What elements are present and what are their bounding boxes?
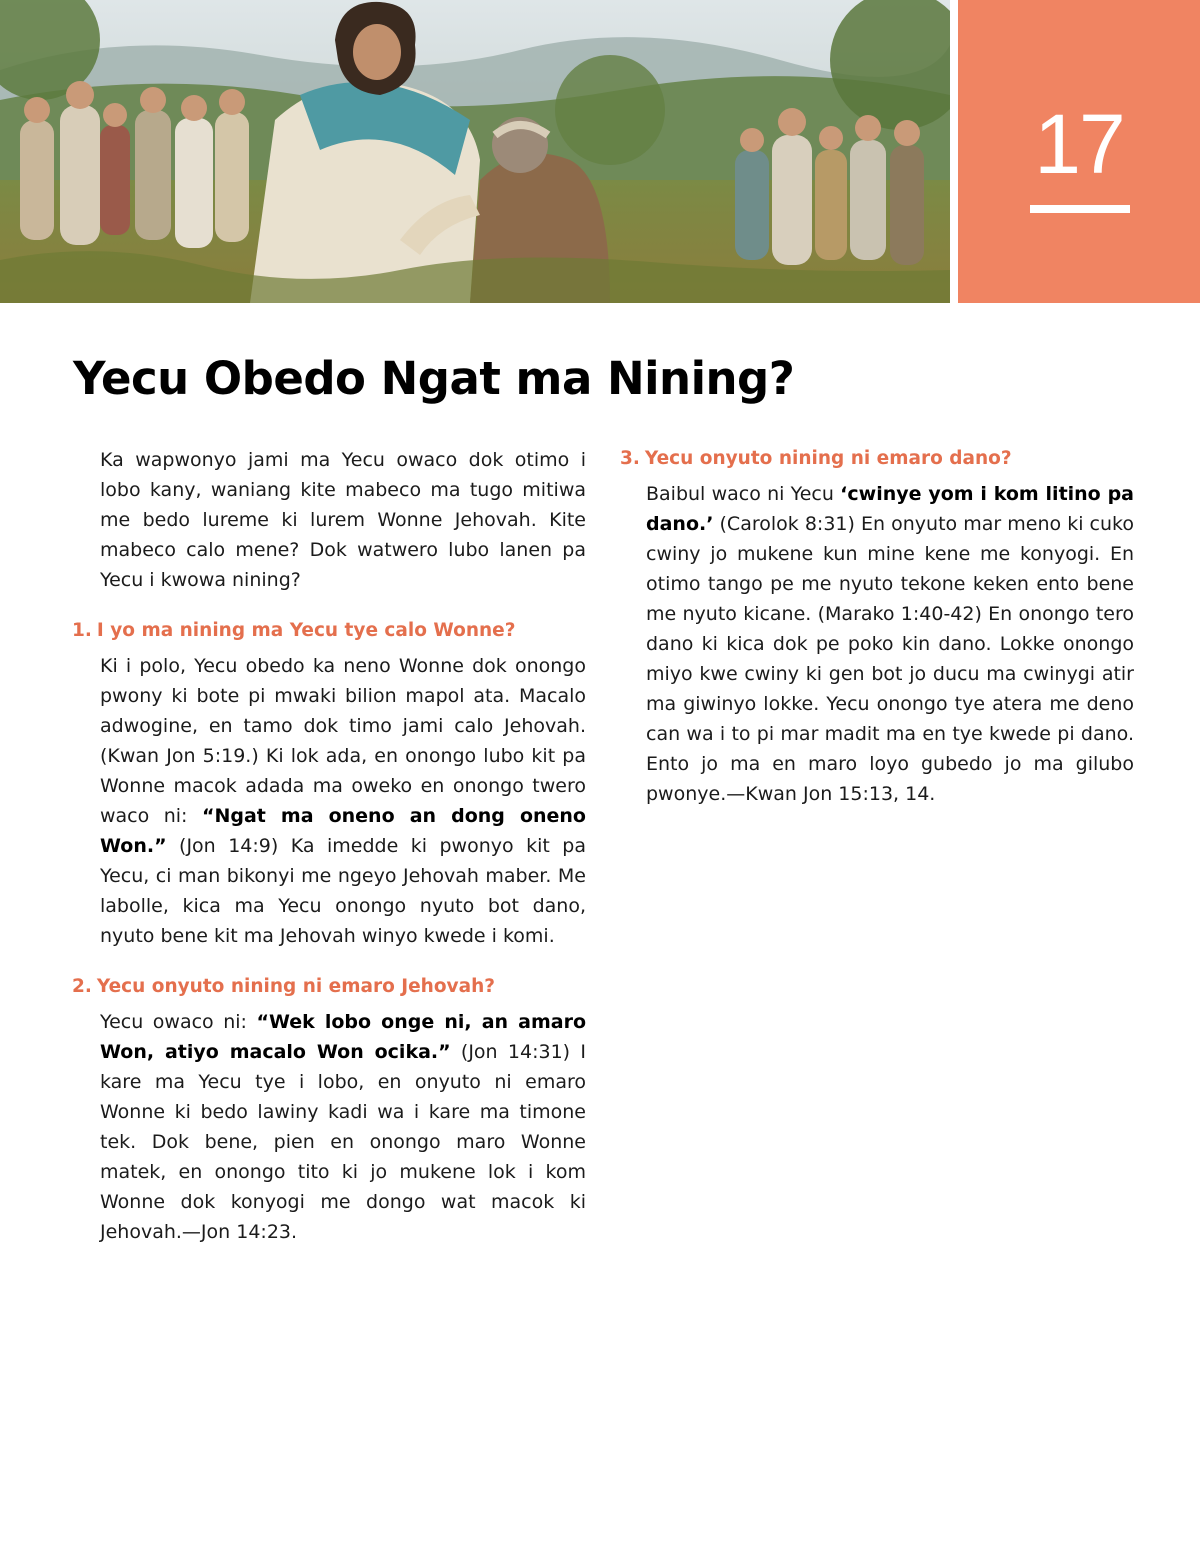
scripture-quote: “Ngat ma oneno an dong oneno Won.” [100, 805, 586, 857]
hero-image [0, 0, 950, 303]
chapter-badge [958, 0, 1200, 303]
paragraph-text: (Carolok 8:31) En onyuto mar meno ki cuko cwiny jo mukene kun mine kene me konyogi. En otimo tango pe me nyuto tekone keken ento bene me nyuto kicane. (Marako 1:40-42) En onongo tero dano ki kica dok pe poko kin dano. Lokke onongo miyo kwe cwiny ki gen bot jo ducu ma cwinygi atir ma giwinyo lokke. Yecu onongo tye atera me deno can wa i to pi mar madit ma en tye kwede pi dano. Ento jo ma en maro loyo gubedo jo ma gilubo pwonye.—Kwan Jon 15:13, 14. [646, 513, 1134, 805]
intro-paragraph: Ka wapwonyo jami ma Yecu owaco dok otimo i lobo kany, waniang kite mabeco ma tugo mitiwa me bedo lureme ki lurem Wonne Jehovah. Kite mabeco calo mene? Dok watwero lubo lanen pa Yecu i kwowa nining? [100, 449, 586, 591]
chapter-number: 17 [1034, 97, 1124, 191]
section-number: 3. [620, 448, 640, 469]
right-column [620, 445, 1134, 809]
section-title: Yecu onyuto nining ni emaro dano? [644, 448, 1012, 469]
paragraph-text: Baibul waco ni Yecu [646, 483, 841, 505]
left-column [72, 445, 586, 1247]
paragraph-text: Yecu owaco ni: [100, 1011, 257, 1033]
scripture-quote: ‘cwinye yom i kom litino pa dano.’ [646, 483, 1134, 535]
section-number: 1. [72, 620, 92, 641]
people-gathered-outdoors-image [0, 0, 950, 303]
section-3-paragraph [646, 479, 1134, 809]
section-2-heading [72, 973, 586, 1001]
section-title: I yo ma nining ma Yecu tye calo Wonne? [96, 620, 516, 641]
chapter-divider [1030, 205, 1130, 213]
section-1-paragraph [100, 651, 586, 951]
section-1-heading [72, 617, 586, 645]
paragraph-text: Ki i polo, Yecu obedo ka neno Wonne dok onongo pwony ki bote pi mwaki bilion mapol ata. Macalo adwogine, en tamo dok timo jami calo Jehovah. (Kwan Jon 5:19.) Ki lok ada, en onongo lubo kit pa Wonne macok adada ma oweko en onongo twero waco ni: [100, 655, 586, 827]
page-title: Yecu Obedo Ngat ma Nining? [73, 352, 795, 405]
paragraph-text: (Jon 14:9) Ka imedde ki pwonyo kit pa Yecu, ci man bikonyi me ngeyo Jehovah maber. Me labolle, kica ma Yecu onongo nyuto bot dano, nyuto bene kit ma Jehovah winyo kwede i komi. [100, 835, 586, 947]
section-title: Yecu onyuto nining ni emaro Jehovah? [96, 976, 495, 997]
section-2-paragraph [100, 1007, 586, 1247]
section-3-heading [620, 445, 1134, 473]
section-number: 2. [72, 976, 92, 997]
paragraph-text: (Jon 14:31) I kare ma Yecu tye i lobo, en onyuto ni emaro Wonne ki bedo lawiny kadi wa i kare ma timone tek. Dok bene, pien en onongo maro Wonne matek, en onongo tito ki jo mukene lok i kom Wonne dok konyogi me dongo wat macok ki Jehovah.—Jon 14:23. [100, 1041, 586, 1243]
scripture-quote: “Wek lobo onge ni, an amaro Won, atiyo macalo Won ocika.” [100, 1011, 587, 1063]
